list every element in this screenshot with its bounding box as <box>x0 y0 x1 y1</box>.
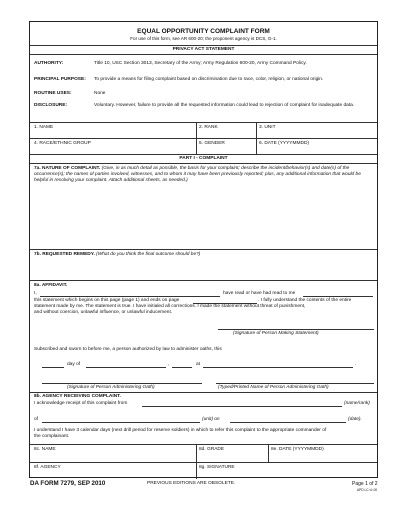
signature-line[interactable] <box>218 329 374 330</box>
form-subtitle: For use of this form, see AR 600-20; the proponent agency is DCS, G-1. <box>130 36 277 41</box>
authority-label: AUTHORITY: <box>34 61 64 66</box>
authority-text: Title 10, USC Section 3013, Secretary of the Army; Army Regulation 600-20, Army Command Policy. <box>94 61 307 66</box>
comma: , <box>168 362 170 367</box>
obsolete-note: PREVIOUS EDITIONS ARE OBSOLETE. <box>147 481 236 486</box>
understand-text: I understand I have 3 calendar days (next drill period for reserve soldiers) in which to refer this complaint to the appropriate commander of the complainant. <box>34 428 327 439</box>
affidavit-line4: and without coercion, unlawful influence, or unlawful inducement. <box>34 310 173 315</box>
receiving-label: 8b. AGENCY RECEIVING COMPLAINT. <box>34 394 121 399</box>
receiver-name-field[interactable]: 8c. NAME <box>34 447 56 452</box>
unit-on-tag: (unit) on <box>202 417 220 422</box>
unit-field[interactable]: 3. UNIT <box>259 125 276 130</box>
complainant-line[interactable] <box>142 406 342 407</box>
reader-name-line[interactable] <box>303 296 373 297</box>
divider <box>30 154 377 155</box>
page-number: Page 1 of 2 <box>352 481 378 487</box>
admin-signature-line[interactable] <box>42 383 202 384</box>
year-line[interactable] <box>172 367 192 368</box>
form-title: EQUAL OPPORTUNITY COMPLAINT FORM <box>137 28 270 35</box>
disclosure-label: DISCLOSURE: <box>34 103 68 108</box>
divider <box>30 138 377 139</box>
affidavit-line2b: . I fully understand the contents of the entire <box>258 298 352 303</box>
affidavit-i: I, <box>34 291 37 296</box>
race-field[interactable]: 4. RACE/ETHNIC GROUP <box>34 141 91 146</box>
typed-admin-caption: (Typed/Printed Name of Person Administering Oath) <box>218 385 329 390</box>
routine-label: ROUTINE USES: <box>34 91 72 96</box>
month-line[interactable] <box>86 367 166 368</box>
purpose-label: PRINCIPAL PURPOSE: <box>34 77 86 82</box>
unit-line[interactable] <box>42 422 200 423</box>
divider <box>30 54 377 55</box>
remedy-instructions: (What do you think the final outcome should be?) <box>96 252 201 257</box>
requested-remedy-field[interactable] <box>34 252 200 258</box>
admin-typed-name-line[interactable] <box>216 383 374 384</box>
affidavit-line2a: this statement which begins on this page (page 1) and ends on page <box>34 298 180 303</box>
nature-of-complaint-field[interactable] <box>34 166 374 184</box>
receiver-agency-field[interactable]: 8f. AGENCY <box>34 465 61 470</box>
receiver-date-field[interactable]: 8e. DATE (YYYYMMDD) <box>271 447 324 452</box>
gender-field[interactable]: 5. GENDER <box>199 141 225 146</box>
location-line[interactable] <box>203 367 353 368</box>
routine-text: None <box>94 91 106 96</box>
affidavit-read-text: have read or have had read to me <box>223 291 296 296</box>
day-of-label: day of <box>67 362 81 367</box>
ack-text: I acknowledge receipt of this complaint from <box>34 401 128 406</box>
apd-version: APD LC v1.00 <box>357 488 378 492</box>
rank-field[interactable]: 2. RANK <box>199 125 218 130</box>
affiant-name-line[interactable] <box>40 296 220 297</box>
divider <box>30 45 377 46</box>
divider <box>268 444 269 462</box>
form-id: DA FORM 7279, SEP 2010 <box>30 480 106 487</box>
divider <box>30 249 377 250</box>
date-line[interactable] <box>230 422 346 423</box>
sig-person-caption: (Signature of Person Making Statement) <box>233 331 319 336</box>
remedy-label: 7b. REQUESTED REMEDY. <box>34 252 95 257</box>
divider <box>30 392 377 393</box>
day-line[interactable] <box>42 367 64 368</box>
divider <box>30 163 377 164</box>
privacy-heading: PRIVACY ACT STATEMENT <box>172 47 235 52</box>
sworn-text: Subscribed and sworn to before me, a person authorized by law to administer oaths, this <box>34 347 222 352</box>
nature-label: 7a. NATURE OF COMPLAINT. <box>34 166 101 171</box>
date-tag: (date). <box>348 417 362 422</box>
purpose-text: To provide a means for filing complaint based on discrimination due to race, color, religion, or national origin. <box>94 77 324 82</box>
name-field[interactable]: 1. NAME <box>34 125 54 130</box>
date-field[interactable]: 6. DATE (YYYYMMDD) <box>259 141 310 146</box>
complaint-form <box>29 21 378 478</box>
divider <box>30 280 377 281</box>
sig-admin-caption: (Signature of Person Administering Oath) <box>67 385 155 390</box>
nature-instructions: (Give, in as much detail as possible, the basis for your complaint; describe the incident/behavior(s) and date(s) of the occurrence(s); the names of parties involved, witnesses, and to whom it may have been previously reported; plus, any additional information that would be helpful in resolving your complaint. Attach additional sheets, as needed.) <box>34 166 361 183</box>
of-label: of <box>34 417 39 422</box>
divider <box>30 122 377 123</box>
part1-heading: PART I - COMPLAINT <box>179 156 228 161</box>
affidavit-label: 8a. AFFIDAVIT. <box>34 283 68 288</box>
receiver-grade-field[interactable]: 8d. GRADE <box>199 447 225 452</box>
period: . <box>355 362 357 367</box>
at-label: at <box>196 362 201 367</box>
affidavit-line3: statement made by me. The statement is true. I have initialed all corrections. I made the statement without threat of punishment, <box>34 304 306 309</box>
divider <box>30 462 377 463</box>
receiver-signature-field[interactable]: 8g. SIGNATURE <box>199 465 235 470</box>
disclosure-text: Voluntary. However, failure to provide all the requested information could lead to rejection of complaint for inadequate data. <box>94 103 355 108</box>
name-rank-tag: (name/rank) <box>344 401 370 406</box>
divider <box>30 444 377 445</box>
